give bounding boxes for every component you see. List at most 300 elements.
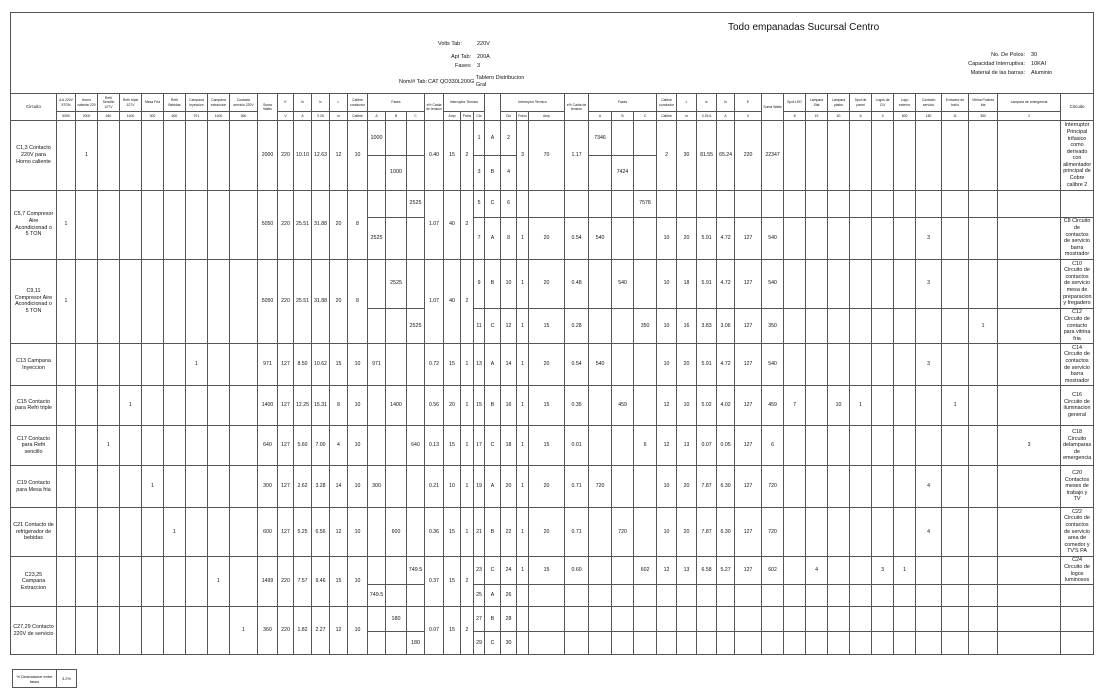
load-count-1 [57, 556, 76, 606]
right-L2: 30 [677, 121, 697, 191]
voltage: 127 [278, 507, 294, 556]
circuit-number-right: 18 [501, 425, 517, 466]
load-count-3 [98, 466, 120, 508]
footer-label: % Desbalance entre fases [13, 670, 57, 688]
right-E2: 127 [735, 217, 762, 259]
right-load-count-4: 1 [850, 386, 872, 426]
right-load-count-2: 4 [806, 556, 828, 584]
right-suma2: 540 [762, 344, 784, 386]
breaker-amp-right [529, 607, 565, 632]
load-count-8 [208, 259, 230, 343]
load-count-9: 1 [230, 607, 258, 655]
right-load-count-9 [969, 632, 998, 655]
circuit-number-left: 29 [474, 632, 485, 655]
load-count-3 [98, 259, 120, 343]
right-load-count-7: 3 [916, 344, 942, 386]
right-E2: 220 [735, 121, 762, 191]
load-count-4 [120, 344, 142, 386]
table-row [11, 607, 1094, 632]
circuit-number-right: 28 [501, 607, 517, 632]
right-cal2 [657, 632, 677, 655]
right-load-count-4 [850, 466, 872, 508]
col-fases: Fases [368, 94, 425, 112]
breaker-poles-right: 1 [517, 425, 529, 466]
phase-b-load-right [612, 217, 634, 259]
phase-c-load: 180 [407, 632, 425, 655]
page-title: Todo empanadas Sucursal Centro [728, 22, 880, 33]
circuit-number-left: 27 [474, 607, 485, 632]
fase-a: A [368, 112, 386, 121]
breaker-poles-right: 1 [517, 386, 529, 426]
right-load-count-10 [998, 507, 1061, 556]
load-count-1 [57, 507, 76, 556]
col-in-2: In [717, 94, 735, 112]
phase-a-load-right: 720 [589, 466, 612, 508]
breaker-amp: 15 [444, 344, 461, 386]
voltage-drop-right [565, 190, 589, 217]
breaker-poles-right: 1 [517, 466, 529, 508]
right-load-count-3 [828, 308, 850, 343]
phase-c-load [407, 155, 425, 190]
length: 20 [330, 190, 348, 259]
col-rload-2: Lampara Slat [806, 94, 828, 112]
circuit-number-right: 8 [501, 217, 517, 259]
right-load-count-1 [784, 344, 806, 386]
right-L2 [677, 607, 697, 632]
load-count-4 [120, 190, 142, 259]
phase-b-load-right [612, 585, 634, 607]
voltage-drop: 0.21 [425, 466, 444, 508]
col-rload-5: Logos de C/V [872, 94, 894, 112]
corrected-current: 12.63 [312, 121, 330, 191]
right-In2: 6.30 [717, 466, 735, 508]
suma-watts: 2000 [258, 121, 278, 191]
right-L2: 20 [677, 466, 697, 508]
load-count-4 [120, 259, 142, 343]
phase-c-load-right: 350 [634, 308, 657, 343]
right-cal2: 10 [657, 344, 677, 386]
nominal-current: 25.51 [294, 190, 312, 259]
right-load-count-2 [806, 190, 828, 217]
right-load-count-7: 3 [916, 217, 942, 259]
phase-c-load [407, 466, 425, 508]
watts-rload-5: 3 [872, 112, 894, 121]
right-cal2 [657, 607, 677, 632]
phase-c-load-right [634, 507, 657, 556]
right-In2: 6.30 [717, 507, 735, 556]
voltage: 220 [278, 121, 294, 191]
length: 12 [330, 607, 348, 655]
phase-c-load-right: 602 [634, 556, 657, 584]
right-E2: 127 [735, 556, 762, 584]
right-load-count-1 [784, 190, 806, 217]
load-count-2 [76, 507, 98, 556]
right-load-count-3 [828, 585, 850, 607]
right-L2: 20 [677, 344, 697, 386]
right-cal2: 2 [657, 121, 677, 191]
phase-c-load: 749.5 [407, 556, 425, 584]
breaker-amp: 20 [444, 386, 461, 426]
suma-watts: 300 [258, 466, 278, 508]
right-load-count-4 [850, 425, 872, 466]
phase-a-load-right [589, 632, 612, 655]
right-suma2: 350 [762, 308, 784, 343]
phase-letter: B [485, 155, 501, 190]
right-load-count-3 [828, 466, 850, 508]
table-row [11, 386, 1094, 426]
breaker-poles: 2 [461, 607, 474, 655]
right-load-count-1 [784, 308, 806, 343]
right-suma2 [762, 607, 784, 632]
phase-c-load [407, 259, 425, 308]
col-e-2: E [735, 94, 762, 112]
int-cto: Cto [474, 112, 485, 121]
phase-c-load-right [634, 259, 657, 308]
circuit-number-left: 5 [474, 190, 485, 217]
voltage-drop-right: 0.01 [565, 425, 589, 466]
right-suma2: 22347 [762, 121, 784, 191]
right-load-count-2 [806, 585, 828, 607]
load-count-7 [186, 259, 208, 343]
circuit-number-right: 12 [501, 308, 517, 343]
right-load-count-10 [998, 466, 1061, 508]
watts-rload-2: 19 [806, 112, 828, 121]
right-load-count-8 [942, 466, 969, 508]
right-In2 [717, 632, 735, 655]
load-count-9 [230, 507, 258, 556]
col-rload-3: Lampara plafon [828, 94, 850, 112]
voltage: 220 [278, 259, 294, 343]
load-count-9 [230, 259, 258, 343]
phase-a-load [368, 632, 386, 655]
phase-b-load [386, 121, 407, 156]
circuit-number-right: 4 [501, 155, 517, 190]
right-load-count-7 [916, 607, 942, 632]
right-load-count-4 [850, 121, 872, 191]
right-load-count-10 [998, 259, 1061, 308]
col-in: In [294, 94, 312, 112]
phase-c-load-right [634, 632, 657, 655]
phase-b-load-right [612, 632, 634, 655]
circuit-number-right: 10 [501, 259, 517, 308]
phase-a-load-right [589, 190, 612, 217]
unit-e: V [278, 112, 294, 121]
circuit-number-right: 30 [501, 632, 517, 655]
right-suma2 [762, 190, 784, 217]
phase-letter: B [485, 259, 501, 308]
right-load-count-2 [806, 507, 828, 556]
breaker-amp: 15 [444, 607, 461, 655]
load-count-8 [208, 190, 230, 259]
phase-b-load-right: 7424 [612, 155, 634, 190]
right-In2 [717, 190, 735, 217]
breaker-amp-right: 20 [529, 217, 565, 259]
circuit-number-right: 2 [501, 121, 517, 156]
fase2-a: A [589, 112, 612, 121]
circuit-number-left: 15 [474, 386, 485, 426]
watts-rload-8: 11 [942, 112, 969, 121]
breaker-amp-right [529, 585, 565, 607]
load-count-1: 1 [57, 259, 76, 343]
right-load-count-5 [872, 425, 894, 466]
phase-a-load [368, 155, 386, 190]
fases-label: Fases: [455, 63, 472, 69]
right-load-count-8 [942, 607, 969, 632]
phase-b-load-right: 720 [612, 507, 634, 556]
right-L2 [677, 632, 697, 655]
right-In2 [717, 585, 735, 607]
phase-c-load-right: 6 [634, 425, 657, 466]
circuit-description-right: C20 Contactos meses de trabajo y TV [1061, 466, 1094, 508]
circuit-number-right: 24 [501, 556, 517, 584]
right-load-count-8 [942, 585, 969, 607]
right-load-count-3 [828, 190, 850, 217]
right-E2 [735, 585, 762, 607]
right-load-count-2 [806, 386, 828, 426]
col-load-1: A A 220V 5TON [57, 94, 76, 112]
right-load-count-8 [942, 632, 969, 655]
right-load-count-7: 4 [916, 507, 942, 556]
watts-rload-9: 350 [969, 112, 998, 121]
col-fases-2: Fases [589, 94, 657, 112]
load-count-3 [98, 386, 120, 426]
load-count-7 [186, 425, 208, 466]
load-count-6 [164, 466, 186, 508]
voltage-drop-right: 0.48 [565, 259, 589, 308]
voltage-drop-right: 0.54 [565, 217, 589, 259]
phase-a-load [368, 386, 386, 426]
right-load-count-1 [784, 259, 806, 308]
load-count-7 [186, 466, 208, 508]
footer-table [12, 669, 77, 688]
breaker-poles: 2 [461, 121, 474, 191]
phase-b-load-right [612, 190, 634, 217]
phase-a-load [368, 259, 386, 308]
circuit-description: C17 Contacto para Refri sencillo [11, 425, 57, 466]
circuit-description-right [1061, 585, 1094, 607]
load-count-6 [164, 425, 186, 466]
col-caida-2: e% Caida de tension [565, 94, 589, 121]
load-count-9 [230, 386, 258, 426]
right-load-count-5 [872, 507, 894, 556]
load-count-9 [230, 425, 258, 466]
apt-value: 200A [477, 54, 490, 60]
right-load-count-10 [998, 632, 1061, 655]
right-E2: 127 [735, 386, 762, 426]
unit-in-2: A [717, 112, 735, 121]
circuit-description-right: C10 Circuito de contactos de servicio mesa de preparacion y fregadero [1061, 259, 1094, 308]
load-count-1 [57, 344, 76, 386]
circuit-number-right: 22 [501, 507, 517, 556]
conductor-gauge: 10 [348, 507, 368, 556]
suma-watts: 1499 [258, 556, 278, 606]
phase-letter: A [485, 466, 501, 508]
right-load-count-5 [872, 386, 894, 426]
phase-a-load-right [589, 556, 612, 584]
right-load-count-1: 7 [784, 386, 806, 426]
col-phase [485, 94, 501, 121]
load-count-7 [186, 607, 208, 655]
voltage: 127 [278, 344, 294, 386]
right-cal2: 10 [657, 217, 677, 259]
right-load-count-9 [969, 190, 998, 217]
right-load-count-6 [894, 259, 916, 308]
table-row [11, 121, 1094, 156]
right-E2: 127 [735, 344, 762, 386]
corrected-current: 7.00 [312, 425, 330, 466]
load-count-5 [142, 556, 164, 606]
right-load-count-1 [784, 556, 806, 584]
right-load-count-2 [806, 466, 828, 508]
breaker-amp-right: 20 [529, 344, 565, 386]
unit-calibre: Calibre [348, 112, 368, 121]
voltage-drop: 1.07 [425, 190, 444, 259]
phase-c-load [407, 217, 425, 259]
right-load-count-8 [942, 425, 969, 466]
right-load-count-1 [784, 585, 806, 607]
load-count-1 [57, 607, 76, 655]
right-E2: 127 [735, 507, 762, 556]
breaker-amp-right: 15 [529, 386, 565, 426]
voltage-drop-right [565, 632, 589, 655]
voltage-drop: 0.37 [425, 556, 444, 606]
right-load-count-10 [998, 308, 1061, 343]
right-E2: 127 [735, 308, 762, 343]
circuit-description-right: C12 Circuito de contacto para vitrina fria [1061, 308, 1094, 343]
right-load-count-9 [969, 386, 998, 426]
col-load-6: Refri Bebidas [164, 94, 186, 112]
load-count-8 [208, 344, 230, 386]
conductor-gauge: 10 [348, 466, 368, 508]
load-count-3 [98, 507, 120, 556]
right-load-count-8: 1 [942, 386, 969, 426]
material-label: Material de las barras: [970, 70, 1025, 76]
right-In2 [717, 607, 735, 632]
right-load-count-8 [942, 556, 969, 584]
watts-load-9: 360 [230, 112, 258, 121]
col-rload-7: Contacto servicio [916, 94, 942, 112]
circuit-number-left: 21 [474, 507, 485, 556]
watts-rload-6: 600 [894, 112, 916, 121]
load-count-5 [142, 386, 164, 426]
load-count-1 [57, 386, 76, 426]
corrected-current: 10.62 [312, 344, 330, 386]
right-Ic2 [697, 607, 717, 632]
right-load-count-10 [998, 607, 1061, 632]
phase-a-load-right [589, 585, 612, 607]
right-load-count-3 [828, 217, 850, 259]
right-cal2: 12 [657, 425, 677, 466]
circuit-description: C9,11 Compresor Aire Acondicionad o 5 TON [11, 259, 57, 343]
right-cal2: 10 [657, 308, 677, 343]
col-calibre: Calibre conductor [348, 94, 368, 112]
right-Ic2: 81.55 [697, 121, 717, 191]
breaker-poles-right: 3 [517, 121, 529, 191]
phase-b-load: 180 [386, 607, 407, 632]
load-count-7 [186, 190, 208, 259]
nominal-current: 10.10 [294, 121, 312, 191]
unit-e-2: V [735, 112, 762, 121]
watts-load-8: 1400 [208, 112, 230, 121]
watts-load-4: 1400 [120, 112, 142, 121]
table-row [11, 259, 1094, 308]
suma-watts: 640 [258, 425, 278, 466]
col-rload-4: Spot de panel [850, 94, 872, 112]
suma-watts: 600 [258, 507, 278, 556]
col-rload-9: Vitrina Postres fria [969, 94, 998, 112]
right-load-count-3: 10 [828, 386, 850, 426]
load-count-1: 1 [57, 190, 76, 259]
conductor-gauge: 8 [348, 259, 368, 343]
right-Ic2: 5.91 [697, 217, 717, 259]
right-load-count-8 [942, 507, 969, 556]
right-load-count-6 [894, 344, 916, 386]
watts-rload-4: 6 [850, 112, 872, 121]
phase-b-load [386, 585, 407, 607]
phase-b-load-right [612, 466, 634, 508]
right-Ic2: 3.83 [697, 308, 717, 343]
col-interruptor: Interruptor Termico [444, 94, 485, 112]
right-cal2: 12 [657, 386, 677, 426]
phase-c-load [407, 507, 425, 556]
phase-c-load: 2525 [407, 190, 425, 217]
circuit-number-left: 19 [474, 466, 485, 508]
right-load-count-6 [894, 121, 916, 191]
load-count-7 [186, 507, 208, 556]
load-count-6 [164, 121, 186, 191]
phase-c-load [407, 386, 425, 426]
right-load-count-9 [969, 607, 998, 632]
panel-schedule-table [10, 93, 1094, 655]
phase-c-load-right [634, 121, 657, 156]
breaker-amp-right: 15 [529, 308, 565, 343]
length: 8 [330, 386, 348, 426]
right-Ic2: 7.87 [697, 507, 717, 556]
phase-c-load [407, 121, 425, 156]
length: 20 [330, 259, 348, 343]
breaker-poles: 1 [461, 507, 474, 556]
volts-value: 220V [477, 41, 490, 47]
fase-c: C [407, 112, 425, 121]
length: 15 [330, 344, 348, 386]
voltage-drop-right [565, 585, 589, 607]
right-load-count-7 [916, 585, 942, 607]
right-load-count-6 [894, 632, 916, 655]
right-In2: 3.06 [717, 308, 735, 343]
int2-polos: Polos [517, 112, 529, 121]
conductor-gauge: 10 [348, 121, 368, 191]
breaker-poles: 1 [461, 344, 474, 386]
right-load-count-5 [872, 308, 894, 343]
right-L2: 13 [677, 425, 697, 466]
circuit-number-left: 9 [474, 259, 485, 308]
phase-b-load-right [612, 344, 634, 386]
right-load-count-9 [969, 585, 998, 607]
right-load-count-3 [828, 607, 850, 632]
load-count-8 [208, 466, 230, 508]
breaker-amp: 15 [444, 556, 461, 606]
right-load-count-2 [806, 308, 828, 343]
right-L2: 18 [677, 259, 697, 308]
right-load-count-8 [942, 344, 969, 386]
watts-load-3: 640 [98, 112, 120, 121]
circuit-description: C13 Campana Inyeccion [11, 344, 57, 386]
load-count-6 [164, 556, 186, 606]
load-count-9 [230, 190, 258, 259]
right-load-count-7 [916, 632, 942, 655]
right-E2 [735, 607, 762, 632]
phase-a-load: 2525 [368, 217, 386, 259]
